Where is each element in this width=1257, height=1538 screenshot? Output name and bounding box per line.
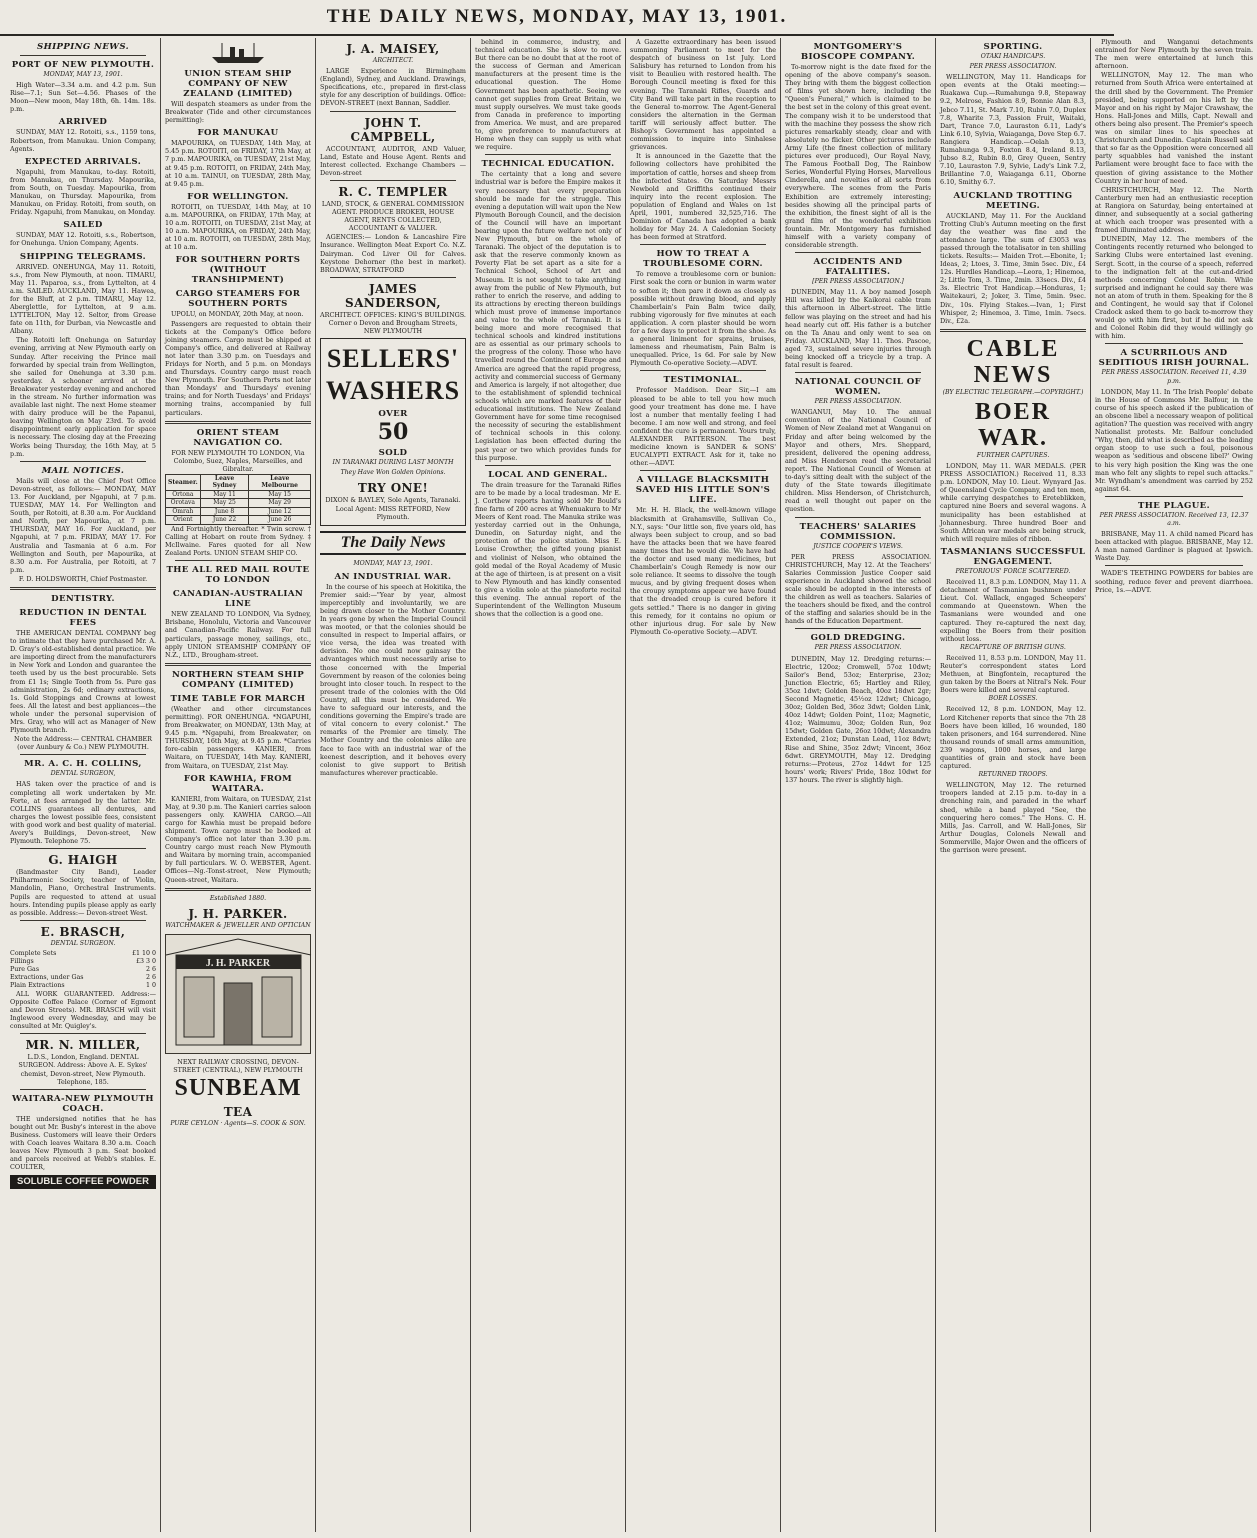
gold-heading: GOLD DREDGING. [810,633,906,644]
arrived-text: SUNDAY, MAY 12. Rotoiti, s.s., 1159 tons, Robertson, from Manukau. Union Company, Agents. [10,128,156,153]
miller-ad: L.D.S., London, England. DENTAL SURGEON. Address: Above A. E. Sykes' chemist, Devon-street, New Plymouth. Telephone, 185. [18,1053,148,1086]
sanderson-heading: JAMES SANDERSON, [345,281,441,310]
christchurch-reception: CHRISTCHURCH, May 12. The North Canterbury men had an enthusiastic reception at Rangiora on Saturday, being entertained at dinner, and subsequently at a social gathering at which each trooper was presented with a framed illuminated address. [1095,185,1253,235]
news-items-2: It is announced in the Gazette that the following collectors have prohibited the importation of cattle, horses and sheep from the infected States. On Saturday Messrs Newbold and Griffiths continued their inquiry into the recent explosion. The population of England and Wales on 1st April, 1901, numbered 32,525,716. The Dominion of Canada has adopted a bank holiday for May 24. A Caledonian Society has been formed at Stratford. [630,152,776,242]
cable-news-heading: CABLE NEWS [966,335,1060,388]
cargo-text: UPOLU, on MONDAY, 20th May, at noon. [171,310,304,319]
captures-heading: FURTHER CAPTURES. [976,451,1050,459]
union-heading: UNION STEAM SHIP COMPANY OF NEW ZEALAND (LIMITED) [183,69,293,99]
tides-text: High Water—3.34 a.m. and 4.2 p.m. Sun Rise—7.1; Sun Set—4.56. Phases of the Moon—New moon, May 18th, 6h. 14m. 18s. p.m. [10,81,156,114]
local-general-article: The drain treasure for the Taranaki Rifles are to be made by a local tradesman. Mr E. J. Corthew reports having sold Mr Bould's fine farm of 200 acres at Whenuakura to Mr Meers of Kent road. The Manuka strike was yesterday carried out in the Onhunga, Dunedin, on Saturday night, and the protection of the police station. Miss E. Louise Crowther, the gifted young pianist and violinist of Nelson, who obtained the gold medal of the Royal Academy of Music at the age of thirteen, is at present on a visit to New Plymouth and has kindly consented to give a violin solo at the pianoforte recital this evening. The annual report of the Superintendent of the Wellington Museum shows that the collection is a good one. [475,480,621,619]
technical-heading: TECHNICAL EDUCATION. [481,159,615,170]
shipping-notice: The Rotoiti left Onehunga on Saturday evening, arriving at New Plymouth early on Sunday. After receiving the Prince mail forwarded by special train from Wellington, she sailed for Onehunga at 3.30 p.m. yesterday. A schooner arrived at the Breakwater yesterday evening and anchored in the stream. No further information was available last night. The next Home steamer with dairy produce will be the Papanui, leaving Wellington on May 23rd. To avoid disappointment early application for space is necessary. The closing day at the Freezing Works being Thursday, the 16th May, at 5 p.m. [10,336,156,458]
local-general-heading: LOCAL AND GENERAL. [488,469,608,480]
divider [940,329,1086,332]
guns-heading: RECAPTURE OF BRITISH GUNS. [960,643,1066,651]
editorial-date: MONDAY, MAY 13, 1901. [353,559,433,567]
tasmanians-heading: TASMANIANS SUCCESSFUL ENGAGEMENT. [940,546,1086,567]
collins-sub: DENTAL SURGEON, [50,770,116,778]
haigh-ad: (Bandmaster City Band), Leader Philharmonic Society, teacher of Violin, Mandolin, Piano, Orchestral Instruments. Pupils are requested to attend at usual hours. Intending pupils please apply as early as possible. Address:— Devon-street West. [10,868,156,917]
timetable-heading: TIME TABLE FOR MARCH [170,693,306,704]
gold-sub: PER PRESS ASSOCIATION. [814,644,902,652]
southern-heading: FOR SOUTHERN PORTS (WITHOUT TRANSHIPMENT) [175,255,301,286]
arrived-heading: ARRIVED [58,117,108,128]
divider [640,470,766,471]
canadian-heading: CANADIAN-AUSTRALIAN LINE [172,589,304,610]
otaki-article: WELLINGTON, May 11. Handicaps for open events at the Otaki meeting:— Ruakawa Cup.—Rumahunga 9.8, Stepaway 9.2, Melrose, Fashion 8.9, Bonnie Alan 8.3, Jebco 7.11, St. Mark 7.10, Rubin 7.0, Duplex 7.8, Wharite 7.3, Passion Fruit, Waitaki, Dart, Trance 7.0, Lauraston 6.11, Lady's Link 6.10, Sylvia, Waiaganga, Dove Step 6.7. Rangiera Handicap.—Oelah 9.13, Rumahunga 9.3, Foxton 8.4, Ireland 8.13, Jubso 8.2, Rubin 8.0, Grey Queen, Sentry 7.10, Lauraston 7.9, Sylvie, Lady's Link 7.2, Brillantine 7.0, Waiaganga 6.11, Oborne 6.10, Smithy 6.7. [940,73,1086,187]
divider [485,154,611,155]
divider [165,888,311,891]
shop-sign-text: J. H. PARKER [205,957,271,969]
expected-heading: EXPECTED ARRIVALS. [24,156,142,167]
table-row: Ortona May 11 May 15 [166,490,311,499]
technical-article: The certainty that a long and severe industrial war is before the Empire makes it very necessary that every preparation should be made for the struggle. This evening a deputation will wait upon the New Plymouth Borough Council, and the decision of the Council will have an important bearing upon the future welfare not only of New Plymouth, but on the whole of Taranaki. The object of the deputation is to ask that the reserve commonly known as Poverty Flat be set apart as a site for a Technical School, School of Art and Museum. It is not sought to take anything away from the public of New Plymouth, but rather to enrich the reserve, and adding to its attractions by erecting thereon buildings which must prove of immense importance and value to the whole of Taranaki. It is being more and more recognised that technical schools and kindred institutions are as essential as our primary schools to the progress of the colony. Those who have travelled round the Continent of Europe and America are agreed that the rapid progress, activity and commercial success of Germany and America is largely, if not altogether, due to the establishment of splendid technical schools which are marked features of their educational institutions. The New Zealand Government have for some time recognised the necessity of securing the establishment of technical schools in this colony. Legislation has been effected during the past year or two which provides funds for this purpose. [475,170,621,462]
wellington-text: ROTOITI, on TUESDAY, 14th May, at 10 a.m. MAPOURIKA, on FRIDAY, 17th May, at 10 a.m. ROTOITI, on TUESDAY, 21st May, at 10 a.m. MAPOURIKA, on FRIDAY, 24th May, at 10 a.m. ROTOITI, on TUESDAY, 28th May, at 10 a.m. [165,202,311,252]
captures-article: LONDON, May 11. WAR MEDALS. (PER PRESS ASSOCIATION.) Received 11, 8.33 p.m. LONDON, May 10. Lieut. Wynyard Jas. of Queensland Cycle Company, and ten men, while carrying despatches to Ereteblikken, captured nine Boers and several wagons. A municipality has been established at Johannesburg. Three hundred Boer and South African war medals are being struck, which will require miles of ribbon. [940,462,1086,543]
expected-text: Ngapuhi, from Manukau, to-day. Rotoiti, from Manukau, on Thursday. Mapourika, from South, on Tuesday. Mapourika, from Manukau, on Thursday. Mapourika, from Manukau, on Friday. Rotoiti, from south, on Friday. Ngapuhi, from Manukau, on Monday. [10,167,156,217]
daily-news-logo: The Daily News [320,531,466,555]
campbell-heading: JOHN T. CAMPBELL, [350,115,436,144]
dunedin-reception: DUNEDIN, May 12. The members of the Contingents recently returned who belonged to Sarking Clubs were entertained last evening. Sergt. Scott, in the course of a speech, referred to the indignation felt at the cut-and-dried methods concerning Colonel Robin. While surprised and indignant he could say there was not an atom of truth in them. Speaking for the 8 and Contingent, he would say that if Colonel Cradock asked them to go back to-morrow they would go with him first, but if he did not ask and Colonel Robin did they would willingly go with him. [1095,235,1253,341]
divider [1105,343,1243,344]
timetable-text: (Weather and other circumstances permitting). FOR ONEHUNGA. *NGAPUHI, from Breakwater, on MONDAY, 13th May, at 9.45 p.m. *Ngapuhi, from Breakwater, on THURSDAY, 16th May, at 9.45 p.m. *Carries fore-cabin passengers. KANIERI, from Waitara, on TUESDAY, 14th May. KANIERI, from Waitara, on TUESDAY, 21st May. [165,704,311,770]
otaki-sub: PER PRESS ASSOCIATION. [969,63,1057,71]
columns [6,38,1254,1532]
maisey-ad: LARGE Experience in Birmingham (England), Sydney, and Auckland. Drawings, Specifications, etc., prepared in first-class style for any description of buildings. Office: DEVON-STREET (next Bannan, Saddler. [320,67,466,108]
corn-ad: To remove a troublesome corn or bunion: First soak the corn or bunion in warm water to soften it; then pare it down as closely as possible without drawing blood, and apply Chamberlain's Pain Balm twice daily, rubbing vigorously for five minutes at each application. A corn plaster should be worn for a few days to protect it from the shoe. As a general liniment for sprains, bruises, lameness and rheumatism, Pain Balm is unequalled. Price, 1s 6d. For sale by New Plymouth Co-operative Society.—ADVT. [630,270,776,368]
collins-ad: HAS taken over the practice of and is completing all work undertaken by Mr. Forte, at fees arranged by the latter. Mr. COLLINS guarantees all dentures, and charges the lowest possible fees, consistent with good work and best quality of material. Avery's Buildings, Devon-street, New Plymouth. Telephone 75. [10,780,156,846]
trotting-article: AUCKLAND, May 11. For the Auckland Trotting Club's Autumn meeting on the first day the weather was fine and the attendance large. The sum of £3053 was passed through the totalisator in ten shilling tickets. Results:— Maiden Trot.—Ebonite, 1; Ideas, 2; Ltoes, 3. Time, 3min 5sec. Div., £4 12s. Hurdles Handicap.—Leora, 1; Hinemoa, 2; Little Tom, 3. Time, 2min. 33secs. Div., £4 3s. Electric Trot Handicap.—Honduras, 1; Waitekauri, 2; Joker, 3. Time, 5min. 9sec. Div., 10s. Flying Stakes.—Ivan, 1; First Whisper, 2; Hinemoa, 3. Time, 1min. 7secs. Div., £2a. [940,211,1086,325]
postmaster: F. D. HOLDSWORTH, Chief Postmaster. [18,574,148,583]
divider [20,1033,146,1034]
dentistry-heading: DENTISTRY. [51,593,115,604]
brasch-fee-list [10,950,156,990]
divider [20,920,146,921]
miller-heading: MR. N. MILLER, [25,1038,141,1053]
divider [795,628,921,629]
wellington-reception: WELLINGTON, May 12. The man who returned from South Africa were entertained at the drill shed by the Government. The Premier presided, being supported on his left by the Mayor and on his right by Major Crawshaw, the Hons. Hall-Jones and Mills, Capt. Newall and others being also present. The Premier's speech was on similar lines to his speeches at Christchurch and Dunedin. Captain Russell said that so far as the Opposition were concerned all party squabbles had vanished the instant Parliament were brought face to face with the question of giving assistance to the Mother Country in her hour of need. [1095,71,1253,185]
telegrams-text: ARRIVED. ONEHUNGA, May 11. Rotoiti, s.s., from New Plymouth, at noon. TIMARU, May 11. Paparoa, s.s., from Lyttelton, at 4 a.m. SAILED. AUCKLAND, May 11. Hawea, for the Bluff, at 2 p.m. TIMARU, May 12. Aberglettle, for Lyttelton, at 9 a.m. LYTTELTON, May 12. Seltor, from Grease fate on 11th, for Durban, via Newcastle and Albany. [10,262,156,336]
industrial-article: In the course of his speech at Hokitika, the Premier said:—"Year by year, almost imperceptibly and involuntarily, we are being drawn closer to the Mother Country. In years gone by when the Imperial Council was mooted, or that the colonies should be consulted in respect to Imperial affairs, or vice versa, the idea was treated with derision. No one could now gainsay the advantages which must necessarily arise to those concerned with the Imperial Government by reason of the colonies being brought into closer touch. In respect to the present trade of the colonies with the Old Country, all this must be considered. We have to safeguard our interests, and the conditions governing the Empire's trade are of vital concern to every colonist." The remarks of the Premier are timely. The Mother Country and the colonies alike are face to face with an industrial war of the keenest description, and it behoves every colonist to give support to British manufactures wherever practicable. [320,582,466,777]
women-sub: PER PRESS ASSOCIATION. [814,398,902,406]
over-label: OVER [378,409,408,420]
dixon-agents: DIXON & BAYLEY, Sole Agents, Taranaki. [325,496,461,505]
steamship-icon [165,41,311,65]
parker-established: Established 1880. [209,894,267,902]
divider [20,754,146,755]
passengers-text: Passengers are requested to obtain their tickets at the Company's Office before joining steamers. Cargo must be shipped at Company's office, and delivered at Railway not later than 3.30 p.m. on Tuesdays and Fridays for North, and 5 p.m. on Mondays and Thursdays. Country cargo must reach New Plymouth. For Southern Ports not later than Mondays' and Thursdays' evening trains; and for North Tuesdays' and Fridays' morning trains, accompanied by full particulars. [165,319,311,417]
pretorious-heading: PRETORIOUS' FORCE SCATTERED. [955,567,1071,575]
divider [795,372,921,373]
otaki-heading: OTAKI HANDICAPS. [980,53,1046,60]
orient-text: FOR NEW PLYMOUTH TO LONDON, Via Colombo, Suez, Naples, Marseilles, and Gibraltar. [171,448,305,473]
divider [165,421,311,424]
table-row: Omrah June 8 June 12 [166,507,311,516]
divider [20,1089,146,1090]
soluble-coffee-logo: SOLUBLE COFFEE POWDER [10,1175,156,1189]
losses-article: Received 12, 8 p.m. LONDON, May 12. Lord Kitchener reports that since the 7th 28 Boers have been killed, 16 wounded, 180 taken prisoners, and 164 surrendered. Nine thousand rounds of small arms ammunition, 239 wagons, 1000 horses, and large quantities of grain and stock have been captured. [940,705,1086,771]
blacksmith-text: Mr. H. H. Black, the well-known village blacksmith at Grahamsville, Sullivan Co., N.Y., says: "Our little son, five years old, has always been subject to croup, and so bad have the attacks been that we have feared many times that he would die. We have had the doctor and used many medicines, but Chamberlain's Cough Remedy is now our sole reliance. It seems to dissolve the tough mucus, and by giving frequent doses when the croupy symptoms appear we have found that the dreaded croup is cured before it gets settled." There is no danger in giving this remedy, for it contains no opium or other injurious drug. For sale by New Plymouth Co-operative Society.—ADVT. [630,506,776,636]
cargo-heading: CARGO STEAMERS FOR SOUTHERN PORTS [175,289,301,310]
maisey-heading: J. A. MAISEY, [346,42,440,56]
masthead-title: THE DAILY NEWS, MONDAY, MAY 13, 1901. [326,6,788,27]
teachers-heading: TEACHERS' SALARIES COMMISSION. [799,521,917,542]
gold-article: DUNEDIN, May 12. Dredging returns:—Electric, 120oz; Cromwell, 57oz 10dwt; Sailor's Bend, 53oz; Enterprise, 23oz; Junction Electric, 65; Hartley and Riley, 35oz 1dwt; Golden Beach, 40oz 18dwt 2gr; Second Magnetic, 45½oz 12dwt; Chicago, 30oz; Golden Bed, 36oz 3dwt; Golden Link, 40oz 14dwt; Golden Point, 11oz; Magnetic, 41oz; Waimumu, 30oz; Golden Run, 9oz 15dwt; Golden Gate, 26oz 10dwt; Alexandra Extended, 21oz; Dunstan Lead, 11oz 8dwt; Rise and Shine, 35oz 2dwt; Vincent, 36oz 6dwt. GREYMOUTH, May 12. Dredging returns:—Proteus, 27oz 14dwt for 125 hours' work; Rivers' Pride, 18oz 10dwt for 137 hours. The river is slightly high. [785,654,931,784]
cable-news-sub: (BY ELECTRIC TELEGRAPH.—COPYRIGHT.) [942,388,1084,396]
divider [20,848,146,849]
american-dental-ad: THE AMERICAN DENTAL COMPANY beg to intimate that they have purchased Mr. A. D. Gray's old-established dental practice. We are importing direct from the manufacturers in New York and London and guarantee the teeth used by us the best procurable. Sets from £1 1s; Single Tooth from 5s. Pure gas administration, 2s 6d; ordinary extractions, 1s. Gold Stoppings and Crowns at lowest fees. All the latest and best appliances—the whole under the personal supervision of Mrs. Gray, who will act as Manager of New Plymouth branch. [10,628,156,735]
note-address: Note the Address:— CENTRAL CHAMBER (over Aunbury & Co.) NEW PLYMOUTH. [14,735,152,752]
troops-continuation: Plymouth and Wanganui detachments entrained for New Plymouth by the seven train. The men were entertained at lunch this afternoon. [1095,38,1253,71]
manukau-text: MAPOURIKA, on TUESDAY, 14th May, at 5.45 p.m. ROTOITI, on FRIDAY, 17th May, at 7 p.m. MAPOURIKA, on TUESDAY, 21st May, at 9.45 p.m. ROTOITI, on FRIDAY, 24th May, at 10 a.m. TAINUI, on TUESDAY, 28th May, at 9.45 p.m. [165,139,311,188]
manukau-heading: FOR MANUKAU [197,128,279,139]
teething-powders-ad: WADE'S TEETHING POWDERS for babies are soothing, reduce fever and prevent diarrhoea. Price, 1s.—ADVT. [1095,569,1253,594]
divider [795,252,921,253]
column-8 [1091,38,1257,1532]
sanderson-ad: ARCHITECT. OFFICES: KING'S BUILDINGS. Corner o Devon and Brougham Streets, NEW PLYMOUTH [320,310,466,335]
seditious-sub: PER PRESS ASSOCIATION. Received 11, 4.39 p.m. [1101,369,1247,385]
sunbeam-heading: SUNBEAM [174,1075,302,1101]
seditious-article: LONDON, May 11. In 'The Irish People' debate in the House of Commons Mr. Balfour, in the course of his speech asked if the publication of an obscene libel a necessary weapon of political agitation? The question was received with angry Nationalist protests. Mr. Balfour concluded "Why, then, did what is described as the leading organ stoop to use such a foul, poisonous weapon as 'seditious and obscene libel?' Owing to his very high position the King was the one man who felt any slights to repel such attacks." Mr. Wyndham's amendment was carried by 252 against 64. [1095,387,1254,493]
divider [1105,496,1243,497]
divider [330,277,456,278]
plague-heading: THE PLAGUE. [1137,500,1210,511]
column-6 [781,38,936,1532]
sold-label: SOLD [378,448,408,459]
column-2 [161,38,316,1532]
divider [175,560,301,561]
divider [20,55,146,56]
fee-row: Complete Sets £1 10 0 [10,949,156,957]
parker-address: NEXT RAILWAY CROSSING, DEVON-STREET (CENTRAL), NEW PLYMOUTH [173,1057,303,1074]
guns-article: Received 11, 8.53 p.m. LONDON, May 11. Reuter's correspondent states Lord Methuen, at Bingfontein, recaptured the gun taken by the Boers at Nitral's Nek. Four Boers were killed and several captured. [940,653,1086,695]
templer-agencies: AGENCIES:— London & Lancashire Fire Insurance. Wellington Meat Export Co. N.Z. Dairyman. Cod Liver Oil for Calves. Keystone Dehorner (the best in market). BROADWAY, STRATFORD [320,233,466,274]
taranaki-label: IN TARANAKI DURING LAST MONTH [332,459,454,467]
losses-heading: BOER LOSSES. [988,695,1038,703]
coach-heading: WAITARA-NEW PLYMOUTH COACH. [12,1093,154,1114]
accidents-sub: [PER PRESS ASSOCIATION.] [812,278,904,286]
fifty-figure: 50 [377,419,409,446]
maisey-sub: ARCHITECT. [372,57,414,64]
campbell-ad: ACCOUNTANT, AUDITOR, AND Valuer, Land, Estate and House Agent. Rents and Interest collected. Exchange Chambers — Devon-street [320,144,466,177]
boer-war-heading: BOER WAR. [974,398,1051,451]
port-date: MONDAY, MAY 13, 1901. [43,71,123,78]
divider [795,517,921,518]
union-intro: Will despatch steamers as under from the Breakwater (Tide and other circumstances permitting): [165,100,311,125]
testimonial-text: Professor Maddison. Dear Sir,—I am pleased to be able to tell you how much good your treatment has done me. I have lost a number that mentally feeling I had become. I am now well and strong, and feel confident the cure is permanent. Yours truly, ALEXANDER PATTERSON. The best medicine known is SANDER & SONS' EUCALYPTI EXTRACT. Ask for it, take no other.—ADVT. [630,386,776,468]
mail-text: Mails will close at the Chief Post Office Devon-street, as follows:— MONDAY, MAY 13. For Auckland, per Ngapuhi, at 7 p.m. TUESDAY, MAY 14. For Wellington and South, per Rotoiti, at 8.30 a.m. For Auckland and North, per Mapourika, at 7 p.m. THURSDAY, MAY 16. For Auckland, per Ngapuhi, at 7 p.m. FRIDAY, MAY 17. For Australia and Tasmania at 6 a.m. For Wellington and South, per Mapourika, at 8.30 a.m. For Australia, per Rotoiti, at 7 p.m. [10,476,156,574]
orient-sailings-table [165,474,311,525]
plague-sub: PER PRESS ASSOCIATION. Received 13, 12.37 a.m. [1099,511,1249,527]
coach-ad: THE undersigned notifies that he has bought out Mr. Busby's interest in the above Business. Customers will leave their Orders with Coach leaves Waitara 8.30 a.m. Coach leaves New Plymouth 3 p.m. Seat booked and parcels received at Webb's stables. E. COULTER, [10,1114,156,1172]
column-3 [316,38,471,1532]
teachers-sub: JUSTICE COOPER'S VIEWS. [813,542,903,550]
column-5 [626,38,781,1532]
parker-heading: J. H. PARKER. [188,906,288,921]
troops-article: WELLINGTON, May 12. The returned troopers landed at 2.15 p.m. to-day in a drenching rain, and paraded in the wharf shed, while a band played "See, the conquering hero comes." The Hons. C. H. Mills, Jas. Carroll, and W. Hall-Jones, Sir Arthur Douglas, Colonels Newall and Sommerville, Major Owen and the officers of the garrison were present. [940,781,1086,855]
fee-row: Fillings £3 3 0 [10,957,156,965]
brasch-sub: DENTAL SURGEON. [50,939,116,947]
industrial-heading: AN INDUSTRIAL WAR. [334,571,452,582]
kawhia-text: KANIERI, from Waitara, on TUESDAY, 21st May, at 9.30 p.m. The Kanieri carries saloon passengers only. KAWHIA CARGO.—All cargo for Kawhia must be prepaid before shipment. Town cargo must be booked at Company's office not later than 3.30 p.m. Country cargo must reach New Plymouth and Waitara by morning train, accompanied by full particulars. W. O. WEBSTER, Agent. Offices—Ng.-Tonst-street, New Plymouth; Queen-street, Waitara. [165,794,311,884]
try-one: TRY ONE! [357,481,429,496]
kawhia-heading: FOR KAWHIA, FROM WAITARA. [183,773,293,794]
templer-heading: R. C. TEMPLER [338,184,448,199]
washers-heading: WASHERS [325,376,461,406]
local-agent: Local Agent: MISS RETFORD, New Plymouth. [335,505,451,522]
bioscope-heading: MONTGOMERY'S BIOSCOPE COMPANY. [800,42,916,62]
trotting-heading: AUCKLAND TROTTING MEETING. [953,190,1073,211]
troops-heading: RETURNED TROOPS. [978,771,1048,779]
collins-heading: MR. A. C. H. COLLINS, [24,759,142,770]
fee-row: Extractions, under Gas 2 6 [10,973,156,981]
haigh-heading: G. HAIGH [48,853,118,868]
plague-article: BRISBANE, May 11. A child named Picard has been attacked with plague. BRISBANE, May 12. A man named Gardiner is plagued at Ipswich. Waste Day. [1095,530,1253,563]
table-row: Orient June 22 June 26 [166,516,311,525]
blacksmith-heading: A VILLAGE BLACKSMITH SAVED HIS LITTLE SON'S LIFE. [635,475,771,506]
northern-heading: NORTHERN STEAM SHIP COMPANY (LIMITED) [171,669,305,690]
sunbeam-line: PURE CEYLON · Agents—S. COOK & SON. [170,1120,306,1127]
column-4 [471,38,626,1532]
brasch-heading: E. BRASCH, [40,924,126,939]
testimonial-heading: TESTIMONIAL. [663,375,743,386]
column-1 [6,38,161,1532]
telegrams-heading: SHIPPING TELEGRAMS. [19,251,147,262]
table-row: Orotava May 25 May 29 [166,499,311,508]
reduction-heading: REDUCTION IN DENTAL FEES [19,607,147,628]
sailed-heading: SAILED [63,220,103,231]
article-continuation: behind in commerce, industry, and technical education. She is slow to move. But there can be no doubt that at the root of the success of German and American manufacturers at the present time is the educational question. The Home Government has been apathetic. Seeing we cannot get supplies from Great Britain, we must supply ourselves. We must take goods from Canada in preference to importing from America. We must, and are prepared to, give preference to manufacturers at Home when they can supply us with what we require. [475,38,621,152]
divider [640,244,766,245]
brasch-ad: ALL WORK GUARANTEED. Address:—Opposite Coffee Palace (Corner of Egmont and Devon Streets). MR. BRASCH will visit Inglewood every Wednesday, and may be consulted at Mr. Quigley's. [10,989,156,1031]
teachers-article: PER PRESS ASSOCIATION. CHRISTCHURCH, May 12. At the Teachers' Salaries Commission Justice Cooper said experience in Auckland showed the school scale should be adopted in the interests of the children as well as teachers. Salaries of the teachers should be fixed, and the control of the staffing and salaries should be in the hands of the Education Department. [785,552,931,626]
women-article: WANGANUI, May 10. The annual convention of the National Council of Women of New Zealand met at Wanganui on Friday and after being welcomed by the Mayor and others, Mrs. Sheppard, president, delivered the opening address, and Miss Henderson read the secretarial report. The National Council of Women at to-day's sitting dealt with the subject of the duty of the State towards illegitimate children. Miss Henderson, of Christchurch, read a well thought out paper on the question. [785,408,931,514]
sailed-text: SUNDAY, MAY 12. Rotoiti, s.s., Robertson, for Onehunga. Union Company, Agents. [10,231,156,248]
shipping-heading: SHIPPING NEWS. [36,42,130,52]
golden-opinions: They Have Won Golden Opinions. [340,469,446,477]
pretorious-article: Received 11, 8.3 p.m. LONDON, May 11. A detachment of Tasmanian bushmen under Lieut. Col. Wallack, engaged Scheepers' commando at Queenstown. When the Tasmanians were wounded and one captured. They re-captured the next day, expelling the Boers from their position without loss. [940,578,1086,643]
column-7 [936,38,1091,1532]
fee-row: Pure Gas 2 6 [10,965,156,973]
divider [330,111,456,112]
canadian-text: NEW ZEALAND TO LONDON, Via Sydney, Brisbane, Honolulu, Victoria and Vancouver and Canadian-Pacific Railway. For full particulars, passage money, sailings, etc., apply UNION STEAMSHIP COMPANY OF N.Z., LTD., Brougham-street. [165,610,311,659]
divider [640,370,766,371]
divider [485,465,611,466]
table-header-row: Steamer. Leave Sydney Leave Melbourne [166,474,311,490]
accidents-heading: ACCIDENTS AND FATALITIES. [813,257,903,278]
women-heading: NATIONAL COUNCIL OF WOMEN. [794,377,922,398]
washers-ad [320,338,466,525]
orient-heading: ORIENT STEAM NAVIGATION CO. [193,427,283,448]
divider [330,180,456,181]
sellers-heading: SELLERS' [326,344,460,374]
orient-note: And Fortnightly thereafter. * Twin screw. † Calling at Hobart on route from Sydney. ‡ McIlwaine. Fares quoted for all New Zealand Ports. UNION STEAM SHIP CO. [165,524,311,558]
accidents-article: DUNEDIN, May 11. A boy named Joseph Hill was killed by the Kaikorai cable tram this afternoon in Albert-street. The little fellow was playing on the street and had his head nearly cut off. His father is a butcher on the Ta Anau and only went to sea on Friday. AUCKLAND, May 11. Thos. Pascoe, aged 73, sustained severe injuries through being knocked off a tricycle by a trap. A fatal result is feared. [785,288,931,370]
masthead [0,0,1114,36]
seditious-heading: A SCURRILOUS AND SEDITIOUS IRISH JOURNAL. [1098,348,1250,369]
corn-heading: HOW TO TREAT A TROUBLESOME CORN. [643,249,763,270]
wellington-heading: FOR WELLINGTON. [187,191,289,202]
divider [1105,565,1243,566]
news-items-1: A Gazette extraordinary has been issued summoning Parliament to meet for the despatch of business on 1st July. Lord Salisbury has returned to London from his visit to Beaulieu with restored health. The Borough Council meeting is fixed for this evening. The Taranaki Rifles, Guards and City Band will take part in the reception to the General to-morrow. The Agent-General considers the alternation in the German tariff will seriously affect butter. The Bishop's Government has appointed a commission to inquire into Sinhalese grievances. [630,38,776,152]
bioscope-article: To-morrow night is the date fixed for the opening of the above company's season. They bring with them the biggest collection of films yet shown here, including the "Queen's Funeral," which is claimed to be the best set in the colony of this great event. The company wish it to be understood that with the machine they possess the show rich pictures remarkably steady, clear and with absolutely no flicker. Other pictures include Army Life (the finest collection of military pictures ever produced), Our Royal Navy, The Famous Football Dog, The Rainbow Series, Wonderful Flying Horses, Marvellous Cinderella, and novelties of all sorts from everywhere. The scenes from the Paris Exhibition are extremely interesting; besides showing all the principal parts of the exhibition, the finest sight of all is the grand film of the wonderful exhibition fountain. Mr. Montgomery has furnished himself with a variety company of considerable strength. [785,63,931,250]
parker-sub: WATCHMAKER & JEWELLER AND OPTICIAN [165,921,311,929]
divider [10,587,156,590]
sunbeam-sub: TEA [223,1105,253,1119]
divider [165,663,311,666]
mail-heading: MAIL NOTICES. [41,465,125,476]
port-heading: PORT OF NEW PLYMOUTH. [11,60,155,70]
red-route-heading: THE ALL RED MAIL ROUTE TO LONDON [166,565,310,586]
shopfront-illustration [165,934,311,1054]
divider [20,461,146,462]
fee-row: Plain Extractions 1 0 [10,981,156,989]
templer-ad: LAND, STOCK, & GENERAL COMMISSION AGENT. PRODUCE BROKER, HOUSE AGENT, RENTS COLLECTED, ACCOUNTANT & VALUER. [321,199,465,233]
sporting-heading: SPORTING. [983,42,1043,52]
